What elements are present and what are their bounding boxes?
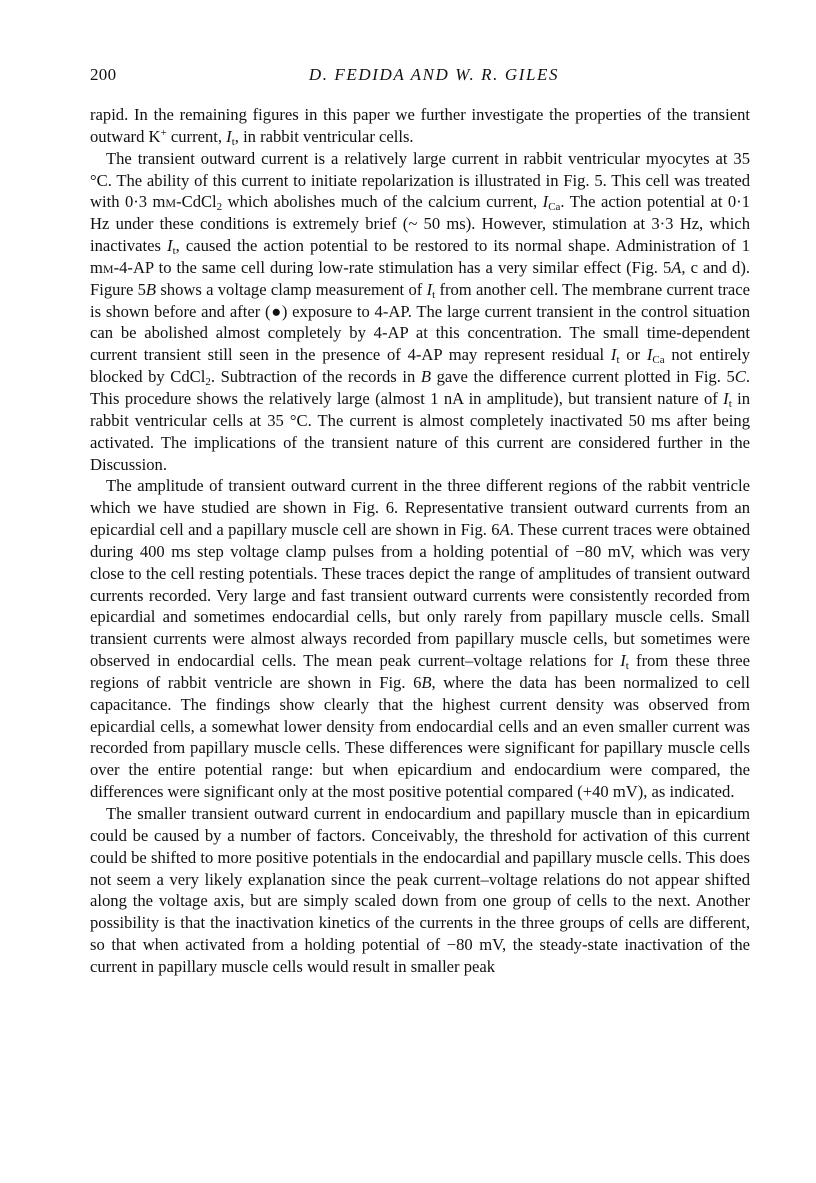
text-run: . The action potential at 0·1 Hz under these conditions is extremely brief (~ 50 ms). However, stimulation at 3·3 Hz, which inactivates bbox=[90, 192, 750, 256]
italic-symbol: I bbox=[226, 126, 232, 146]
superscript: + bbox=[160, 126, 167, 139]
italic-symbol: I bbox=[620, 651, 626, 671]
text-run: from these three regions of rabbit ventricle are shown in Fig. 6 bbox=[90, 651, 750, 692]
subscript: t bbox=[616, 354, 620, 367]
text-run: from another cell. The membrane current trace is shown before and after (●) exposure to 4-AP. The large current transient in the control situation can be abolished almost completely by 4-AP at this concentration. The small time-dependent current transient still seen in the presence of 4-AP may represent residual bbox=[90, 279, 750, 365]
text-run: . Subtraction of the records in bbox=[210, 367, 421, 387]
body-text bbox=[90, 104, 750, 978]
text-run: , where the data has been normalized to cell capacitance. The findings show clearly that the highest current density was observed from epicardial cells, a somewhat lower density from endocardial cells and an even smaller current was recorded from papillary muscle cells. These differences were significant for papillary muscle cells over the entire potential range: but when epicardium and endocardium were compared, the differences were significant only at the most positive potential compared (+40 mV), as indicated. bbox=[90, 672, 750, 802]
text-run: , caused the action potential to be restored to its normal shape. Administration of 1 m bbox=[90, 236, 750, 277]
text-run: . This procedure shows the relatively large (almost 1 nA in amplitude), but transient nature of bbox=[90, 367, 750, 408]
text-run: rapid. In the remaining figures in this paper we further investigate the properties of the transient outward K bbox=[90, 105, 750, 146]
text-run: The transient outward current is a relatively large current in rabbit ventricular myocytes at 35 °C. The ability of this current to initiate repolarization is illustrated in Fig. 5. This cell was treated with 0·3 m bbox=[90, 148, 750, 212]
italic-symbol: I bbox=[542, 192, 549, 212]
subscript: t bbox=[625, 660, 629, 673]
text-run: . These current traces were obtained during 400 ms step voltage clamp pulses from a holding potential of −80 mV, which was very close to the cell resting potentials. These traces depict the range of amplitudes of transient outward currents recorded. Very large and fast transient outward currents were consistently recorded from epicardial and sometimes endocardial cells, but only rarely from papillary muscle cells. Small transient currents were almost always recorded from papillary muscle cells, but sometimes were observed in endocardial cells. The mean peak current–voltage relations for bbox=[90, 520, 751, 671]
text-run: The smaller transient outward current in endocardium and papillary muscle than in epicardium could be caused by a number of factors. Conceivably, the threshold for activation of this current could be shifted to more positive potentials in the endocardial and papillary muscle cells. This does not seem a very likely explanation since the peak current–voltage relations do not appear shifted along the voltage axis, but are simply scaled down from one group of cells to the next. Another possibility is that the inactivation kinetics of the currents in the three groups of cells are different, so that when activated from a holding potential of −80 mV, the steady-state inactivation of the current in papillary muscle cells would result in smaller peak bbox=[90, 804, 750, 976]
subscript: Ca bbox=[652, 354, 665, 367]
subscript: 2 bbox=[205, 376, 211, 389]
text-run: , in rabbit ventricular cells. bbox=[234, 126, 414, 146]
text-run: -CdCl bbox=[176, 192, 217, 212]
page-number: 200 bbox=[90, 65, 117, 84]
running-head-authors: D. FEDIDA AND W. R. GILES bbox=[308, 65, 560, 84]
subscript: t bbox=[728, 397, 732, 410]
paragraph-smaller-current bbox=[90, 803, 750, 978]
text-run: , c and d). Figure 5 bbox=[90, 257, 750, 299]
text-run: or bbox=[619, 345, 647, 365]
paragraph-amplitude-regions bbox=[90, 475, 750, 803]
text-run: not entirely blocked by CdCl bbox=[90, 345, 751, 387]
text-run: gave the difference current plotted in Fig. 5 bbox=[430, 367, 735, 387]
running-head bbox=[90, 62, 750, 88]
italic-symbol: I bbox=[167, 236, 173, 256]
text-run: in rabbit ventricular cells at 35 °C. The current is almost completely inactivated 50 ms after being activated. The implications of the transient nature of this current are considered further in the Discussion. bbox=[90, 388, 750, 474]
subscript: t bbox=[231, 135, 235, 148]
small-caps-text: m bbox=[102, 257, 114, 277]
subscript: t bbox=[432, 288, 436, 301]
italic-symbol: B bbox=[420, 367, 431, 387]
paragraph-continuation bbox=[90, 104, 750, 148]
paragraph-transient-outward-current bbox=[90, 148, 750, 476]
subscript: t bbox=[172, 245, 176, 258]
italic-symbol: A bbox=[499, 520, 510, 540]
text-run: which abolishes much of the calcium current, bbox=[222, 192, 543, 212]
subscript: 2 bbox=[216, 201, 223, 214]
italic-symbol: A bbox=[671, 257, 682, 277]
italic-symbol: I bbox=[610, 345, 617, 365]
italic-symbol: B bbox=[421, 672, 432, 692]
small-caps-text: m bbox=[165, 192, 177, 212]
journal-page bbox=[90, 62, 750, 978]
italic-symbol: I bbox=[426, 279, 433, 299]
italic-symbol: B bbox=[145, 279, 157, 299]
text-run: current, bbox=[166, 126, 227, 146]
text-run: -4-AP to the same cell during low-rate stimulation has a very similar effect (Fig. 5 bbox=[113, 257, 672, 277]
text-run: shows a voltage clamp measurement of bbox=[156, 279, 427, 299]
italic-symbol: C bbox=[734, 367, 746, 387]
italic-symbol: I bbox=[646, 345, 653, 365]
text-run: The amplitude of transient outward current in the three different regions of the rabbit ventricle which we have studied are shown in Fig. 6. Representative transient outward currents from an epicardial cell and a papillary muscle cell are shown in Fig. 6 bbox=[90, 476, 750, 540]
subscript: Ca bbox=[548, 201, 561, 214]
italic-symbol: I bbox=[723, 388, 729, 408]
